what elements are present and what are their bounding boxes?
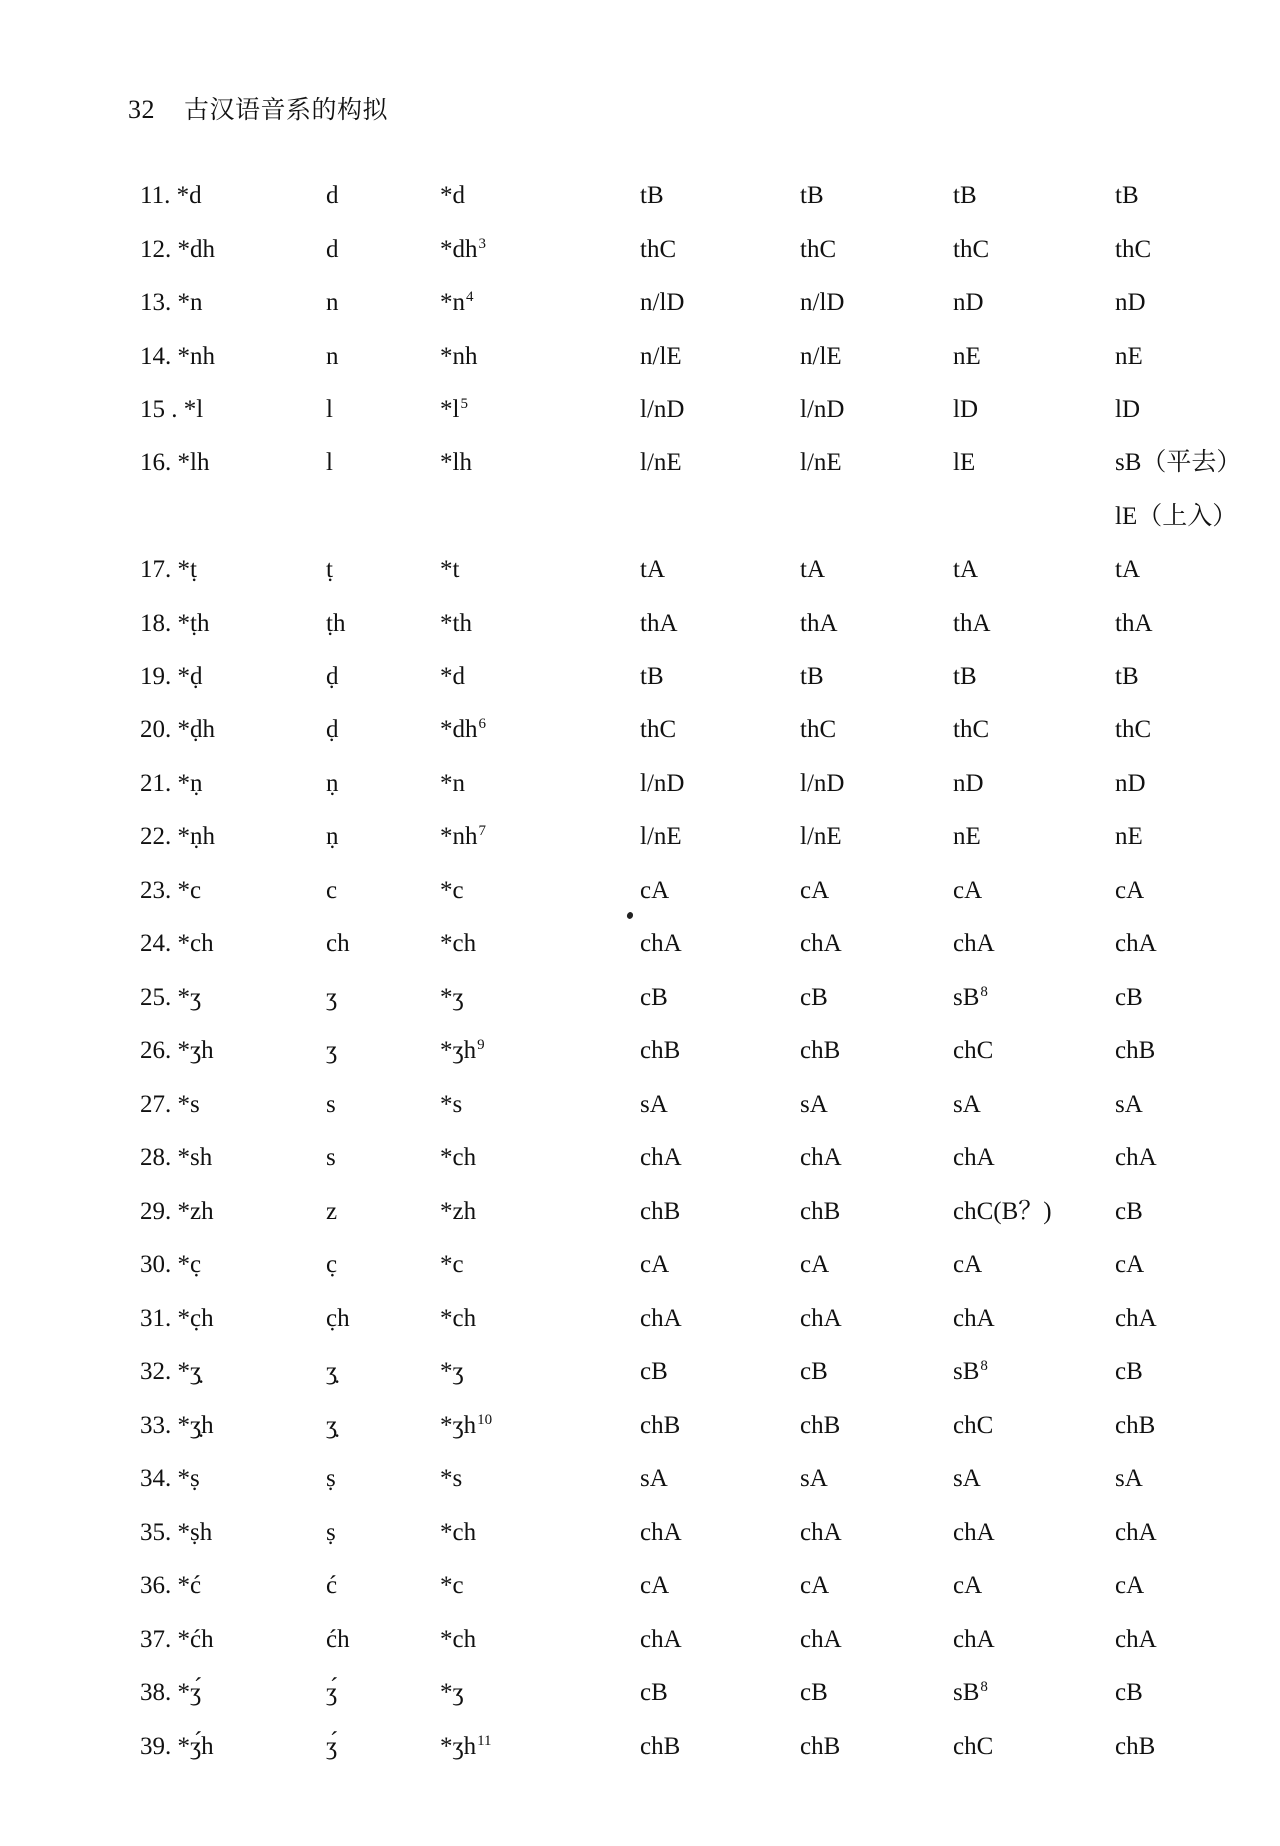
table-cell: sA xyxy=(800,1091,828,1118)
table-cell: *ʒh$^{11}$ xyxy=(440,1733,492,1760)
table-cell: thC xyxy=(1115,716,1152,743)
table-cell: ṣ xyxy=(326,1519,336,1546)
table-cell: chA xyxy=(1115,1305,1157,1332)
table-row xyxy=(0,1299,1280,1339)
table-row xyxy=(0,1673,1280,1713)
footnote-marker: 8 xyxy=(980,1358,988,1374)
table-cell: 30. *c̣ xyxy=(140,1251,202,1278)
table-cell: *ch xyxy=(440,1305,477,1332)
table-cell: tA xyxy=(640,556,665,583)
table-cell: chC xyxy=(953,1037,994,1064)
table-cell: chA xyxy=(953,1305,995,1332)
table-cell: cB xyxy=(640,984,668,1011)
table-cell: tA xyxy=(953,556,978,583)
table-row xyxy=(0,1192,1280,1232)
table-row xyxy=(0,1459,1280,1499)
table-cell: d xyxy=(326,236,339,263)
table-cell: chA xyxy=(640,1626,682,1653)
table-cell: 27. *s xyxy=(140,1091,200,1118)
table-row xyxy=(0,443,1280,483)
table-cell: l xyxy=(326,396,333,423)
table-cell: 15 . *l xyxy=(140,396,204,423)
table-cell: n/lE xyxy=(640,343,682,370)
table-cell: chB xyxy=(800,1733,841,1760)
table-cell: nE xyxy=(953,343,981,370)
table-cell: ćh xyxy=(326,1626,350,1653)
footnote-marker: 5 xyxy=(460,396,468,412)
table-cell: *nh xyxy=(440,343,478,370)
table-cell: chA xyxy=(800,1519,842,1546)
table-cell: 31. *c̣h xyxy=(140,1305,214,1332)
table-cell: $sB^8$ xyxy=(953,1358,988,1385)
table-cell: *d xyxy=(440,182,465,209)
table-cell: sA xyxy=(640,1091,668,1118)
table-cell: cA xyxy=(953,1251,983,1278)
table-cell: l/nD xyxy=(640,770,685,797)
table-cell: sB（平去） xyxy=(1115,449,1242,476)
table-cell: cA xyxy=(800,877,830,904)
table-cell: *ʒ xyxy=(440,984,464,1011)
table-cell: *c xyxy=(440,877,464,904)
footnote-marker: 11 xyxy=(477,1733,492,1749)
table-cell: tB xyxy=(953,663,977,690)
table-cell: cA xyxy=(953,877,983,904)
footnote-marker: 8 xyxy=(980,984,988,1000)
table-row xyxy=(0,1513,1280,1553)
table-cell: chA xyxy=(1115,1626,1157,1653)
table-cell: 16. *lh xyxy=(140,449,210,476)
table-cell: c̣ xyxy=(326,1251,338,1278)
table-cell: *lh xyxy=(440,449,472,476)
table-cell: $*nh^7$ xyxy=(440,823,486,850)
table-cell: $*l^5$ xyxy=(440,396,468,423)
table-row xyxy=(0,657,1280,697)
table-cell: thC xyxy=(800,236,837,263)
table-cell: $sB^8$ xyxy=(953,1679,988,1706)
table-cell: tB xyxy=(953,182,977,209)
table-cell: 37. *ćh xyxy=(140,1626,214,1653)
table-cell: tB xyxy=(800,663,824,690)
table-cell: chB xyxy=(1115,1412,1156,1439)
footnote-marker: 8 xyxy=(980,1679,988,1695)
table-cell: chA xyxy=(640,1519,682,1546)
table-cell: tB xyxy=(800,182,824,209)
table-cell: 32. *ʒ̣ xyxy=(140,1358,202,1385)
table-cell: cB xyxy=(1115,1198,1143,1225)
table-row xyxy=(0,390,1280,430)
table-cell: *s xyxy=(440,1091,463,1118)
table-cell: lE xyxy=(953,449,976,476)
table-cell: tB xyxy=(1115,182,1139,209)
table-cell: ṭ xyxy=(326,556,333,583)
table-cell: s xyxy=(326,1144,336,1171)
table-cell: sA xyxy=(953,1091,981,1118)
table-cell: $*dh^3$ xyxy=(440,236,486,263)
table-cell: tB xyxy=(640,182,664,209)
footnote-marker: 7 xyxy=(478,823,486,839)
table-row xyxy=(0,710,1280,750)
table-cell: chA xyxy=(953,1626,995,1653)
table-cell: *ʒ xyxy=(440,1358,464,1385)
table-row xyxy=(0,1085,1280,1125)
table-cell: 18. *ṭh xyxy=(140,610,210,637)
table-cell: cA xyxy=(640,877,670,904)
table-row xyxy=(0,817,1280,857)
table-cell: nD xyxy=(1115,770,1146,797)
table-cell: cA xyxy=(1115,877,1145,904)
table-cell: cA xyxy=(800,1251,830,1278)
table-row xyxy=(0,764,1280,804)
table-cell: 19. *ḍ xyxy=(140,663,203,690)
table-cell: nD xyxy=(1115,289,1146,316)
table-cell: cA xyxy=(953,1572,983,1599)
table-cell: cA xyxy=(1115,1572,1145,1599)
table-cell: *zh xyxy=(440,1198,477,1225)
table-cell: ʒ xyxy=(326,984,338,1011)
table-cell: cB xyxy=(800,1358,828,1385)
footnote-marker: 3 xyxy=(478,236,486,252)
table-cell: ṭh xyxy=(326,610,346,637)
table-cell: 20. *ḍh xyxy=(140,716,215,743)
table-cell: 23. *c xyxy=(140,877,202,904)
table-cell: lE（上入） xyxy=(1115,503,1238,530)
table-cell: nE xyxy=(1115,343,1143,370)
table-cell: chA xyxy=(640,930,682,957)
table-cell: $*dh^6$ xyxy=(440,716,486,743)
table-cell: chB xyxy=(640,1198,681,1225)
table-cell: ć xyxy=(326,1572,338,1599)
table-cell: *t xyxy=(440,556,460,583)
table-cell: sA xyxy=(953,1465,981,1492)
table-cell: *c xyxy=(440,1251,464,1278)
table-cell: ʒ̣ xyxy=(326,1358,338,1385)
table-cell: chA xyxy=(640,1144,682,1171)
table-cell: 28. *sh xyxy=(140,1144,213,1171)
table-cell: n xyxy=(326,343,339,370)
table-row xyxy=(0,176,1280,216)
table-cell: chA xyxy=(800,1144,842,1171)
table-cell: thC xyxy=(1115,236,1152,263)
table-cell: ḍ xyxy=(326,716,339,743)
table-cell: 12. *dh xyxy=(140,236,215,263)
table-row xyxy=(0,1727,1280,1767)
page-title: 古汉语音系的构拟 xyxy=(184,95,389,124)
table-cell: ḍ xyxy=(326,663,339,690)
table-cell: n/lE xyxy=(800,343,842,370)
page-number: 32 xyxy=(128,95,155,124)
table-cell: chB xyxy=(800,1037,841,1064)
table-cell: chB xyxy=(640,1037,681,1064)
table-cell: sA xyxy=(640,1465,668,1492)
table-cell: cB xyxy=(1115,1679,1143,1706)
table-cell: z xyxy=(326,1198,338,1225)
table-cell: *c xyxy=(440,1572,464,1599)
table-cell: *d xyxy=(440,663,465,690)
table-row xyxy=(0,1245,1280,1285)
table-cell: *ʒh$^9$ xyxy=(440,1037,485,1064)
table-cell: thA xyxy=(640,610,678,637)
table-row xyxy=(0,871,1280,911)
table-cell: *ch xyxy=(440,1626,477,1653)
table-cell: chB xyxy=(800,1198,841,1225)
table-cell: ʒ́ xyxy=(326,1679,338,1706)
table-row xyxy=(0,978,1280,1018)
table-cell: $*n^4$ xyxy=(440,289,474,316)
table-cell: ṣ xyxy=(326,1465,336,1492)
table-cell: cB xyxy=(1115,1358,1143,1385)
table-row xyxy=(0,497,1280,537)
table-cell: 22. *ṇh xyxy=(140,823,215,850)
table-cell: chA xyxy=(800,1305,842,1332)
table-cell: thA xyxy=(953,610,991,637)
table-cell: 14. *nh xyxy=(140,343,215,370)
table-cell: *th xyxy=(440,610,472,637)
table-cell: c̣h xyxy=(326,1305,350,1332)
table-cell: cA xyxy=(1115,1251,1145,1278)
table-cell: *ch xyxy=(440,930,477,957)
table-cell: 21. *ṇ xyxy=(140,770,203,797)
table-row xyxy=(0,283,1280,323)
table-cell: thC xyxy=(640,236,677,263)
table-row xyxy=(0,1406,1280,1446)
table-cell: l/nE xyxy=(800,823,842,850)
table-cell: sA xyxy=(1115,1091,1143,1118)
table-cell: cA xyxy=(800,1572,830,1599)
table-cell: s xyxy=(326,1091,336,1118)
table-cell: chB xyxy=(640,1733,681,1760)
footnote-marker: 4 xyxy=(466,289,474,305)
table-cell: ʒ́ xyxy=(326,1733,338,1760)
table-cell: thC xyxy=(953,716,990,743)
table-cell: thC xyxy=(800,716,837,743)
table-cell: n/lD xyxy=(640,289,685,316)
table-cell: lD xyxy=(953,396,978,423)
table-cell: cB xyxy=(800,1679,828,1706)
table-cell: l xyxy=(326,449,333,476)
table-row xyxy=(0,1620,1280,1660)
table-cell: ṇ xyxy=(326,823,339,850)
table-row xyxy=(0,337,1280,377)
table-cell: chA xyxy=(953,1144,995,1171)
table-cell: 36. *ć xyxy=(140,1572,202,1599)
table-cell: chA xyxy=(1115,930,1157,957)
table-cell: cB xyxy=(800,984,828,1011)
table-cell: chC(B？) xyxy=(953,1198,1052,1225)
table-cell: chA xyxy=(1115,1519,1157,1546)
table-cell: *ʒh$^{10}$ xyxy=(440,1412,493,1439)
table-cell: 34. *ṣ xyxy=(140,1465,200,1492)
table-cell: cB xyxy=(1115,984,1143,1011)
table-cell: nD xyxy=(953,770,984,797)
table-cell: tA xyxy=(1115,556,1140,583)
table-cell: 39. *ʒ́h xyxy=(140,1733,214,1760)
table-cell: tB xyxy=(1115,663,1139,690)
table-cell: n/lD xyxy=(800,289,845,316)
table-cell: 29. *zh xyxy=(140,1198,214,1225)
table-cell: thA xyxy=(1115,610,1153,637)
table-row xyxy=(0,1138,1280,1178)
table-cell: *ʒ xyxy=(440,1679,464,1706)
table-row xyxy=(0,604,1280,644)
table-cell: chC xyxy=(953,1733,994,1760)
table-cell: chA xyxy=(800,930,842,957)
table-cell: 11. *d xyxy=(140,182,202,209)
table-cell: 17. *ṭ xyxy=(140,556,197,583)
table-cell: chC xyxy=(953,1412,994,1439)
table-cell: *s xyxy=(440,1465,463,1492)
table-cell: nD xyxy=(953,289,984,316)
table-cell: d xyxy=(326,182,339,209)
table-cell: l/nE xyxy=(640,823,682,850)
table-cell: *ch xyxy=(440,1519,477,1546)
table-cell: $sB^8$ xyxy=(953,984,988,1011)
table-cell: l/nD xyxy=(800,770,845,797)
table-row xyxy=(0,1566,1280,1606)
table-cell: chB xyxy=(640,1412,681,1439)
table-cell: chB xyxy=(800,1412,841,1439)
table-cell: n xyxy=(326,289,339,316)
table-cell: chA xyxy=(953,930,995,957)
table-row xyxy=(0,924,1280,964)
table-cell: 24. *ch xyxy=(140,930,214,957)
table-cell: thC xyxy=(640,716,677,743)
table-cell: chA xyxy=(800,1626,842,1653)
table-cell: chB xyxy=(1115,1733,1156,1760)
table-cell: lD xyxy=(1115,396,1140,423)
footnote-marker: 6 xyxy=(478,716,486,732)
table-cell: nE xyxy=(953,823,981,850)
table-cell: 38. *ʒ́ xyxy=(140,1679,202,1706)
table-cell: l/nE xyxy=(640,449,682,476)
table-cell: cB xyxy=(640,1358,668,1385)
table-cell: 26. *ʒh xyxy=(140,1037,214,1064)
footnote-marker: 9 xyxy=(477,1037,485,1053)
table-cell: nE xyxy=(1115,823,1143,850)
table-cell: cA xyxy=(640,1572,670,1599)
table-cell: *n xyxy=(440,770,465,797)
table-cell: chA xyxy=(953,1519,995,1546)
table-cell: tA xyxy=(800,556,825,583)
table-row xyxy=(0,1031,1280,1071)
table-cell: 35. *ṣh xyxy=(140,1519,213,1546)
table-row xyxy=(0,1352,1280,1392)
table-cell: *ch xyxy=(440,1144,477,1171)
footnote-marker: 10 xyxy=(477,1412,493,1428)
table-cell: cB xyxy=(640,1679,668,1706)
table-cell: tB xyxy=(640,663,664,690)
table-cell: sA xyxy=(800,1465,828,1492)
table-cell: ʒ xyxy=(326,1037,338,1064)
table-cell: l/nD xyxy=(640,396,685,423)
table-cell: ṇ xyxy=(326,770,339,797)
table-cell: c xyxy=(326,877,338,904)
table-cell: 25. *ʒ xyxy=(140,984,202,1011)
table-row xyxy=(0,230,1280,270)
table-cell: thC xyxy=(953,236,990,263)
table-cell: 33. *ʒ̣h xyxy=(140,1412,214,1439)
table-cell: chB xyxy=(1115,1037,1156,1064)
table-row xyxy=(0,550,1280,590)
table-cell: thA xyxy=(800,610,838,637)
table-cell: cA xyxy=(640,1251,670,1278)
table-cell: 13. *n xyxy=(140,289,203,316)
table-cell: sA xyxy=(1115,1465,1143,1492)
table-cell: ʒ̣ xyxy=(326,1412,338,1439)
table-cell: l/nE xyxy=(800,449,842,476)
table-cell: chA xyxy=(640,1305,682,1332)
table-cell: l/nD xyxy=(800,396,845,423)
table-cell: ch xyxy=(326,930,350,957)
table-cell: chA xyxy=(1115,1144,1157,1171)
